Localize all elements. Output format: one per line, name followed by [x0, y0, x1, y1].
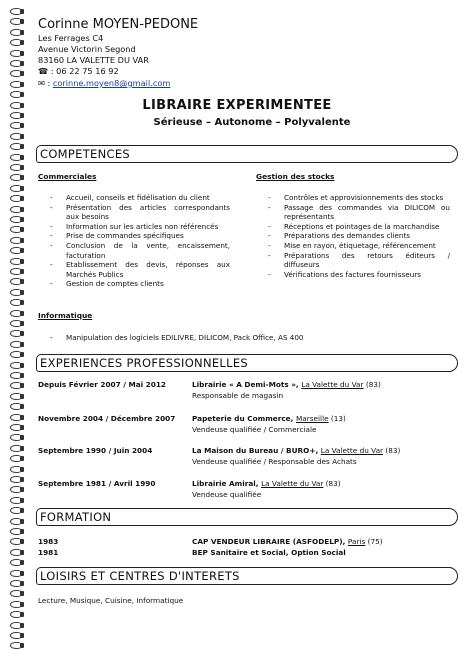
list-item-text: Manipulation des logiciels EDILIVRE, DILICOM, Pack Office, AS 400	[66, 333, 304, 342]
employer-name: Papeterie du Commerce,	[192, 414, 296, 423]
binding-coil	[7, 642, 24, 649]
employer-place: Marseille	[295, 414, 329, 423]
binding-coil	[7, 611, 24, 618]
formation-diploma-line	[192, 537, 383, 546]
list-item-line: Passage des commandes via DILICOM ou	[284, 202, 450, 212]
bullet-dash: -	[50, 279, 53, 289]
binding-coil	[7, 382, 24, 389]
bullet-dash: -	[268, 231, 271, 241]
bullet-dash: -	[268, 193, 271, 202]
binding-coil	[7, 185, 24, 192]
bullet-dash: -	[50, 260, 53, 270]
binding-coil	[7, 403, 24, 410]
list-item-text: Vérifications des factures fournisseurs	[284, 269, 421, 279]
binding-coil	[7, 60, 24, 67]
list-item-text: Accueil, conseils et fidélisation du client	[66, 193, 210, 202]
binding-coil	[7, 590, 24, 597]
binding-coil	[7, 195, 24, 202]
bullet-dash: -	[268, 240, 271, 250]
envelope-icon: ✉	[38, 78, 45, 88]
list-item-line: facturation	[66, 250, 106, 260]
binding-coil	[7, 174, 24, 181]
list-item-line: Présentation des articles correspondants	[66, 202, 230, 212]
binding-coil	[7, 310, 24, 317]
list-item-line: aux besoins	[66, 212, 109, 222]
list-item-text: Préparations des demandes clients	[284, 231, 411, 241]
employer-dept: (83)	[363, 380, 381, 389]
list-item	[50, 260, 230, 279]
binding-coil	[7, 320, 24, 327]
list-item-line: Conclusion de la vente, encaissement,	[66, 240, 230, 250]
list-item-line: représentants	[284, 212, 335, 222]
binding-coil	[7, 372, 24, 379]
bullet-dash: -	[50, 221, 53, 231]
binding-coil	[7, 497, 24, 504]
list-item-text: Mise en rayon, étiquetage, référencement	[284, 240, 436, 250]
binding-coil	[7, 289, 24, 296]
subheading-stocks: Gestion des stocks	[256, 172, 335, 181]
binding-coil	[7, 8, 24, 15]
diploma-name: CAP VENDEUR LIBRAIRE (ASFODELP),	[192, 537, 348, 546]
binding-coil	[7, 507, 24, 514]
list-item-line: Etablissement des devis, réponses aux	[66, 260, 230, 270]
list-item	[268, 222, 450, 232]
binding-coil	[7, 50, 24, 57]
phone-line	[38, 66, 119, 76]
binding-coil	[7, 143, 24, 150]
binding-coil	[7, 601, 24, 608]
list-item-line: diffuseurs	[284, 260, 320, 270]
list-item	[268, 231, 450, 241]
email-prefix: :	[47, 78, 51, 88]
binding-coil	[7, 39, 24, 46]
binding-coil	[7, 164, 24, 171]
list-item	[268, 251, 450, 270]
job-subtitle: Sérieuse – Autonome – Polyvalente	[153, 117, 351, 128]
diploma-dept: (75)	[365, 537, 383, 546]
experience-employer-line	[192, 380, 381, 389]
bullet-dash: -	[50, 240, 53, 250]
employer-name: Librairie « A Demi-Mots »,	[192, 380, 302, 389]
binding-coil	[7, 81, 24, 88]
list-item-text: Prise de commandes spécifiques	[66, 231, 184, 241]
list-item	[50, 333, 450, 343]
phone-icon: ☎	[38, 66, 49, 76]
binding-coil	[7, 528, 24, 535]
experience-role: Vendeuse qualifiée / Responsable des Achats	[192, 457, 357, 466]
binding-coil	[7, 299, 24, 306]
list-commerciales	[50, 193, 230, 289]
list-item-text: Information sur les articles non référencés	[66, 221, 219, 231]
address-line-1: Les Ferrages C4	[38, 33, 104, 43]
employer-place: La Valette du Var	[261, 479, 324, 488]
experience-role: Responsable de magasin	[192, 391, 284, 400]
employer-name: Librairie Amiral,	[192, 479, 262, 488]
employer-place: La Valette du Var	[301, 380, 364, 389]
formation-year: 1983	[38, 537, 59, 546]
job-title: LIBRAIRE EXPERIMENTEE	[142, 98, 332, 113]
binding-coil	[7, 549, 24, 556]
candidate-name: Corinne MOYEN-PEDONE	[38, 17, 199, 32]
binding-coil	[7, 226, 24, 233]
experience-role: Vendeuse qualifiée / Commerciale	[192, 425, 317, 434]
section-formation	[36, 508, 458, 526]
binding-coil	[7, 133, 24, 140]
list-informatique	[50, 333, 450, 343]
list-item	[268, 203, 450, 222]
email-line	[38, 78, 170, 88]
bullet-dash: -	[268, 250, 271, 260]
subheading-informatique: Informatique	[38, 311, 93, 320]
experience-dates: Septembre 1981 / Avril 1990	[38, 479, 156, 488]
binding-coil	[7, 445, 24, 452]
diploma-name: BEP Sanitaire et Social, Option Social	[192, 548, 346, 557]
binding-coil	[7, 518, 24, 525]
binding-coil	[7, 455, 24, 462]
bullet-dash: -	[268, 269, 271, 279]
formation-diploma-line	[192, 548, 346, 557]
employer-dept: (83)	[323, 479, 341, 488]
binding-coil	[7, 393, 24, 400]
binding-coil	[7, 268, 24, 275]
experience-employer-line	[192, 414, 346, 423]
list-item-line: Marchés Publics	[66, 269, 124, 279]
experience-employer-line	[192, 446, 400, 455]
bullet-dash: -	[50, 231, 53, 241]
binding-coil	[7, 330, 24, 337]
section-title: LOISIRS ET CENTRES D'INTERETS	[40, 569, 240, 583]
binding-coil	[7, 70, 24, 77]
binding-coil	[7, 476, 24, 483]
section-title: FORMATION	[40, 510, 112, 524]
binding-coil	[7, 632, 24, 639]
binding-coil	[7, 206, 24, 213]
formation-year: 1981	[38, 548, 59, 557]
binding-coil	[7, 278, 24, 285]
section-competences	[36, 145, 458, 163]
binding-coil	[7, 18, 24, 25]
email-link[interactable]: corinne.moyen8@gmail.com	[52, 78, 171, 88]
binding-coil	[7, 466, 24, 473]
list-item-text: Réceptions et pointages de la marchandise	[284, 221, 440, 231]
binding-coil	[7, 559, 24, 566]
experience-role: Vendeuse qualifiée	[192, 490, 262, 499]
section-experiences	[36, 354, 458, 372]
experience-dates: Septembre 1990 / Juin 2004	[38, 446, 153, 455]
employer-place: La Valette du Var	[320, 446, 384, 455]
bullet-dash: -	[268, 202, 271, 212]
section-loisirs	[36, 567, 458, 585]
subheading-commerciales: Commerciales	[38, 172, 97, 181]
list-item-text: Gestion de comptes clients	[66, 279, 164, 289]
binding-coil	[7, 237, 24, 244]
phone-number: : 06 22 75 16 92	[50, 66, 119, 76]
list-stocks	[268, 193, 450, 279]
binding-coil	[7, 486, 24, 493]
binding-coil	[7, 580, 24, 587]
list-item	[50, 222, 230, 232]
experience-dates: Novembre 2004 / Décembre 2007	[38, 414, 176, 423]
employer-dept: (13)	[328, 414, 346, 423]
list-item-line: Préparations des retours éditeurs /	[284, 250, 450, 260]
binding-coil	[7, 154, 24, 161]
list-item	[50, 241, 230, 260]
list-item	[50, 279, 230, 289]
employer-name: La Maison du Bureau / BURO+,	[192, 446, 321, 455]
address-line-3: 83160 LA VALETTE DU VAR	[38, 55, 149, 65]
bullet-dash: -	[50, 193, 53, 202]
list-item	[268, 193, 450, 203]
binding-coil	[7, 216, 24, 223]
binding-coil	[7, 424, 24, 431]
experience-employer-line	[192, 479, 341, 488]
binding-coil	[7, 258, 24, 265]
binding-coil	[7, 414, 24, 421]
binding-coil	[7, 622, 24, 629]
binding-coil	[7, 570, 24, 577]
employer-dept: (83)	[383, 446, 401, 455]
bullet-dash: -	[268, 221, 271, 231]
binding-coil	[7, 538, 24, 545]
binding-coil	[7, 341, 24, 348]
binding-coil	[7, 434, 24, 441]
list-item	[268, 241, 450, 251]
list-item	[50, 193, 230, 203]
diploma-place: Paris	[347, 537, 366, 546]
list-item	[50, 203, 230, 222]
experience-dates: Depuis Février 2007 / Mai 2012	[38, 380, 166, 389]
section-title: EXPERIENCES PROFESSIONNELLES	[40, 356, 248, 370]
bullet-dash: -	[50, 333, 53, 342]
binding-coil	[7, 247, 24, 254]
binding-coil	[7, 29, 24, 36]
list-item	[50, 231, 230, 241]
binding-coil	[7, 362, 24, 369]
bullet-dash: -	[50, 202, 53, 212]
list-item-text: Contrôles et approvisionnements des stocks	[284, 193, 444, 202]
binding-coil	[7, 351, 24, 358]
section-title: COMPETENCES	[40, 147, 130, 161]
loisirs-text: Lecture, Musique, Cuisine, Informatique	[38, 596, 184, 605]
address-line-2: Avenue Victorin Segond	[38, 44, 136, 54]
list-item	[268, 270, 450, 280]
